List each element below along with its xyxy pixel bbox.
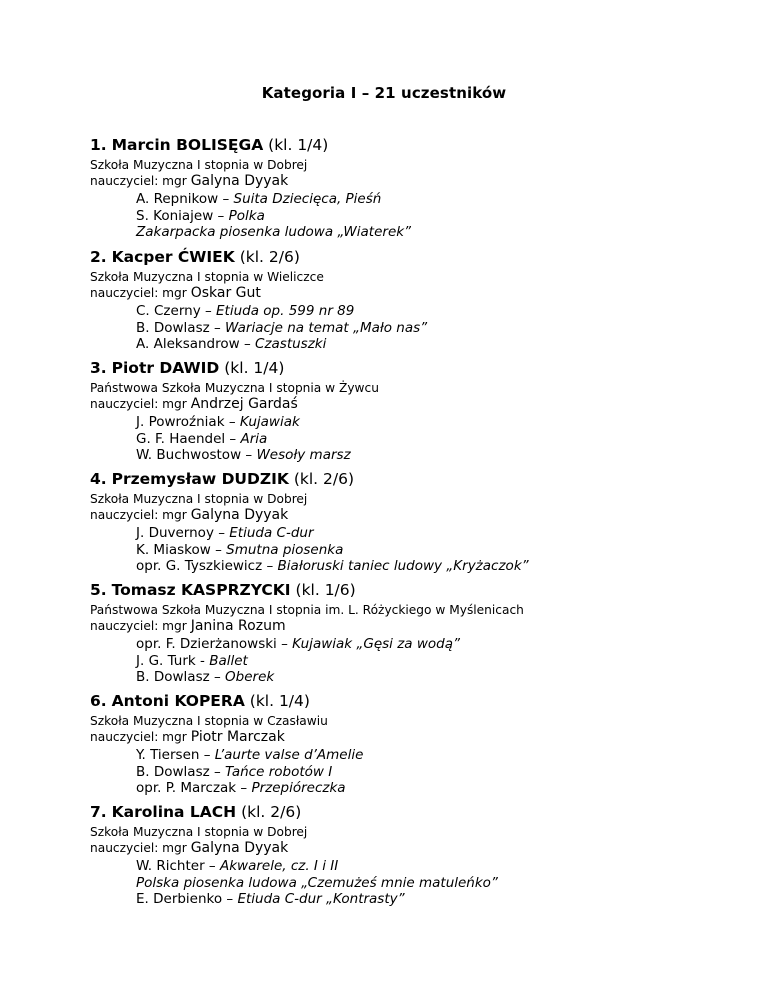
participant-number: 4. <box>90 470 107 488</box>
teacher-line <box>90 729 730 745</box>
teacher-prefix: nauczyciel: mgr <box>90 397 187 411</box>
repertoire-list <box>136 747 730 797</box>
participant-name: Kacper ĆWIEK <box>111 248 235 266</box>
participant-name: Marcin BOLISĘGA <box>111 136 264 154</box>
repertoire-item <box>136 636 730 653</box>
participant-entry <box>90 359 730 464</box>
participant-number: 2. <box>90 248 107 266</box>
teacher-line <box>90 396 730 412</box>
teacher-line <box>90 507 730 523</box>
participant-name: Karolina LACH <box>111 803 237 821</box>
teacher-name: Piotr Marczak <box>190 729 285 745</box>
composer: opr. F. Dzierżanowski – <box>136 636 293 652</box>
teacher-line <box>90 173 730 189</box>
composer: opr. P. Marczak – <box>136 780 252 796</box>
participant-name: Antoni KOPERA <box>111 692 245 710</box>
school-name: Szkoła Muzyczna I stopnia w Wieliczce <box>90 270 324 284</box>
composer: B. Dowlasz – <box>136 763 226 780</box>
repertoire-item <box>136 320 730 337</box>
composer: Y. Tiersen – <box>136 747 215 763</box>
participant-heading <box>90 470 730 488</box>
work-title: Zakarpacka piosenka ludowa „Wiaterek” <box>136 224 412 240</box>
school-name: Szkoła Muzyczna I stopnia w Dobrej <box>90 825 308 839</box>
school-name: Państwowa Szkoła Muzyczna I stopnia im. L. Różyckiego w Myślenicach <box>90 603 524 617</box>
participant-name: Piotr DAWID <box>111 359 220 377</box>
participant-class: (kl. 1/4) <box>268 136 329 154</box>
repertoire-item <box>136 764 730 781</box>
repertoire-item <box>136 336 730 353</box>
composer: B. Dowlasz – <box>136 669 226 685</box>
teacher-name: Galyna Dyyak <box>190 840 289 856</box>
composer: C. Czerny – <box>136 303 217 319</box>
participant-number: 7. <box>90 803 107 821</box>
participant-entry <box>90 581 730 686</box>
repertoire-item <box>136 191 730 208</box>
repertoire-list <box>136 525 730 575</box>
teacher-prefix: nauczyciel: mgr <box>90 286 187 300</box>
teacher-line <box>90 285 730 301</box>
repertoire-item <box>136 303 730 320</box>
repertoire-item <box>136 414 730 431</box>
work-title: Etiuda C-dur <box>229 525 314 541</box>
repertoire-item <box>136 431 730 448</box>
work-title: Wesoły marsz <box>256 447 351 463</box>
participant-entry <box>90 692 730 797</box>
participant-heading <box>90 136 730 154</box>
composer: K. Miaskow – <box>136 541 227 558</box>
work-title: Etiuda C-dur „Kontrasty” <box>237 891 405 907</box>
work-title: Ballet <box>209 652 248 669</box>
participant-class: (kl. 1/6) <box>295 581 356 599</box>
work-title: L’aurte valse d’Amelie <box>214 747 364 763</box>
work-title: Aria <box>240 430 268 447</box>
participant-class: (kl. 1/4) <box>249 692 310 710</box>
composer: J. G. Turk - <box>136 652 210 669</box>
work-title: Kujawiak „Gęsi za wodą” <box>292 636 461 652</box>
repertoire-list <box>136 191 730 241</box>
participant-name: Przemysław DUDZIK <box>111 470 289 488</box>
teacher-line <box>90 840 730 856</box>
work-title: Wariacje na temat „Mało nas” <box>225 319 428 336</box>
composer: W. Richter – <box>136 858 220 874</box>
work-title: Smutna piosenka <box>226 541 344 558</box>
participant-number: 6. <box>90 692 107 710</box>
school-name: Szkoła Muzyczna I stopnia w Czasławiu <box>90 714 328 728</box>
participant-heading <box>90 692 730 710</box>
participant-class: (kl. 1/4) <box>224 359 285 377</box>
work-title: Przepióreczka <box>251 780 346 796</box>
participant-number: 3. <box>90 359 107 377</box>
repertoire-item <box>136 653 730 670</box>
composer: B. Dowlasz – <box>136 319 226 336</box>
composer: A. Aleksandrow – <box>136 336 256 352</box>
participant-entry <box>90 803 730 908</box>
repertoire-item <box>136 891 730 908</box>
participant-name: Tomasz KASPRZYCKI <box>111 581 291 599</box>
repertoire-item <box>136 542 730 559</box>
participant-heading <box>90 803 730 821</box>
repertoire-item <box>136 747 730 764</box>
teacher-prefix: nauczyciel: mgr <box>90 841 187 855</box>
teacher-prefix: nauczyciel: mgr <box>90 174 187 188</box>
participant-entry <box>90 470 730 575</box>
participant-entry <box>90 248 730 353</box>
teacher-prefix: nauczyciel: mgr <box>90 619 187 633</box>
repertoire-item <box>136 208 730 225</box>
teacher-line <box>90 618 730 634</box>
work-title: Polka <box>228 207 265 224</box>
composer: J. Duvernoy – <box>136 525 230 541</box>
repertoire-item <box>136 525 730 542</box>
repertoire-item <box>136 875 730 892</box>
participant-heading <box>90 248 730 266</box>
teacher-prefix: nauczyciel: mgr <box>90 508 187 522</box>
repertoire-item <box>136 224 730 241</box>
school-name: Szkoła Muzyczna I stopnia w Dobrej <box>90 492 308 506</box>
composer: J. Powroźniak – <box>136 414 240 430</box>
repertoire-item <box>136 447 730 464</box>
work-title: Polska piosenka ludowa „Czemużeś mnie matuleńko” <box>136 874 498 891</box>
participant-number: 1. <box>90 136 107 154</box>
teacher-name: Oskar Gut <box>190 285 261 301</box>
teacher-name: Galyna Dyyak <box>190 507 289 523</box>
teacher-name: Galyna Dyyak <box>190 173 289 189</box>
teacher-prefix: nauczyciel: mgr <box>90 730 187 744</box>
composer: opr. G. Tyszkiewicz – <box>136 558 278 574</box>
participant-number: 5. <box>90 581 107 599</box>
participant-heading <box>90 359 730 377</box>
work-title: Tańce robotów I <box>225 763 333 780</box>
repertoire-list <box>136 858 730 908</box>
repertoire-list <box>136 414 730 464</box>
participant-class: (kl. 2/6) <box>293 470 355 488</box>
school-name: Szkoła Muzyczna I stopnia w Dobrej <box>90 158 308 172</box>
repertoire-list <box>136 636 730 686</box>
repertoire-item <box>136 558 730 575</box>
composer: A. Repnikow – <box>136 191 234 207</box>
work-title: Kujawiak <box>239 414 300 430</box>
work-title: Oberek <box>225 669 275 685</box>
participant-class: (kl. 2/6) <box>239 248 300 266</box>
participant-entry <box>90 136 730 241</box>
composer: G. F. Haendel – <box>136 430 241 447</box>
teacher-name: Janina Rozum <box>190 618 286 634</box>
page-title: Kategoria I – 21 uczestników <box>261 84 507 102</box>
participant-class: (kl. 2/6) <box>241 803 302 821</box>
composer: E. Derbienko – <box>136 891 238 907</box>
repertoire-item <box>136 858 730 875</box>
work-title: Suita Dziecięca, Pieśń <box>233 191 382 207</box>
repertoire-list <box>136 303 730 353</box>
composer: W. Buchwostow – <box>136 447 257 463</box>
participant-heading <box>90 581 730 599</box>
repertoire-item <box>136 780 730 797</box>
work-title: Etiuda op. 599 nr 89 <box>216 303 355 319</box>
work-title: Białoruski taniec ludowy „Kryżaczok” <box>277 558 529 574</box>
work-title: Czastuszki <box>255 336 327 352</box>
work-title: Akwarele, cz. I i II <box>219 858 339 874</box>
repertoire-item <box>136 669 730 686</box>
teacher-name: Andrzej Gardaś <box>190 396 298 412</box>
school-name: Państwowa Szkoła Muzyczna I stopnia w Żywcu <box>90 381 379 395</box>
composer: S. Koniajew – <box>136 207 229 224</box>
